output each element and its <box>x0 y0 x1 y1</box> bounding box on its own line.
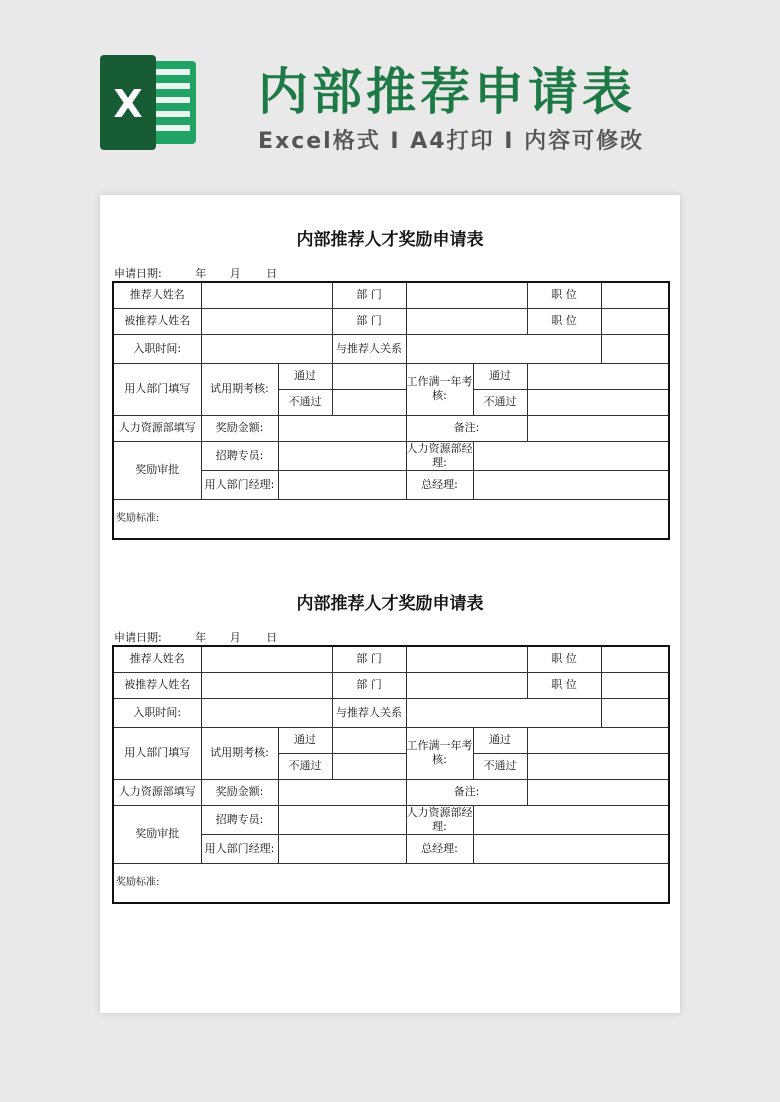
hiring-dept-label: 用人部门填写 <box>113 363 201 415</box>
referee-position-field[interactable] <box>601 308 669 334</box>
reward-amount-field[interactable] <box>278 415 406 441</box>
logo-letter: X <box>113 82 143 126</box>
day-label: 日 <box>266 267 278 280</box>
recruiter-label: 招聘专员: <box>201 805 278 834</box>
general-manager-field[interactable] <box>473 470 669 499</box>
dept-manager-label: 用人部门经理: <box>201 470 278 499</box>
entry-time-field[interactable] <box>201 698 332 727</box>
date-label: 申请日期: <box>114 631 162 644</box>
reward-amount-label: 奖励金额: <box>201 779 278 805</box>
referee-name-label: 被推荐人姓名 <box>113 308 201 334</box>
general-manager-label: 总经理: <box>406 834 473 863</box>
probation-fail-field[interactable] <box>332 753 406 779</box>
probation-pass-field[interactable] <box>332 363 406 389</box>
general-manager-label: 总经理: <box>406 470 473 499</box>
relation-field[interactable] <box>406 334 601 363</box>
referee-name-label: 被推荐人姓名 <box>113 672 201 698</box>
one-year-review-label: 工作满一年考核: <box>406 363 473 415</box>
position-label: 职 位 <box>527 672 601 698</box>
referrer-dept-field[interactable] <box>406 646 527 672</box>
referrer-position-field[interactable] <box>601 282 669 308</box>
blank-cell <box>601 698 669 727</box>
referrer-name-label: 推荐人姓名 <box>113 646 201 672</box>
recruiter-field[interactable] <box>278 805 406 834</box>
referee-dept-field[interactable] <box>406 308 527 334</box>
pass-label: 通过 <box>278 363 332 389</box>
document-page <box>100 195 680 1013</box>
application-date <box>114 265 277 281</box>
position-label: 职 位 <box>527 282 601 308</box>
hr-dept-label: 人力资源部填写 <box>113 779 201 805</box>
one-year-review-label: 工作满一年考核: <box>406 727 473 779</box>
referrer-dept-field[interactable] <box>406 282 527 308</box>
form-title: 内部推荐人才奖励申请表 <box>296 230 484 250</box>
referrer-position-field[interactable] <box>601 646 669 672</box>
referee-name-field[interactable] <box>201 308 332 334</box>
department-label: 部 门 <box>332 308 406 334</box>
year-label: 年 <box>195 267 207 280</box>
remarks-field[interactable] <box>527 415 669 441</box>
fail-label: 不通过 <box>278 389 332 415</box>
application-table <box>112 281 670 540</box>
month-label: 月 <box>229 631 241 644</box>
entry-time-field[interactable] <box>201 334 332 363</box>
remarks-label: 备注: <box>406 415 527 441</box>
recruiter-label: 招聘专员: <box>201 441 278 470</box>
reward-approval-label: 奖励审批 <box>113 441 201 499</box>
day-label: 日 <box>266 631 278 644</box>
month-label: 月 <box>229 267 241 280</box>
hr-manager-label: 人力资源部经理: <box>406 441 473 469</box>
probation-review-label: 试用期考核: <box>201 727 278 779</box>
fail-label: 不通过 <box>473 389 527 415</box>
hr-manager-label: 人力资源部经理: <box>406 805 473 833</box>
dept-manager-field[interactable] <box>278 470 406 499</box>
referrer-name-field[interactable] <box>201 282 332 308</box>
pass-label: 通过 <box>473 363 527 389</box>
year-label: 年 <box>195 631 207 644</box>
entry-time-label: 入职时间: <box>113 698 201 727</box>
probation-review-label: 试用期考核: <box>201 363 278 415</box>
fail-label: 不通过 <box>278 753 332 779</box>
reward-standard-cell[interactable]: 奖励标准: <box>113 499 669 539</box>
dept-manager-label: 用人部门经理: <box>201 834 278 863</box>
page-title: 内部推荐申请表 <box>258 63 636 121</box>
one-year-pass-field[interactable] <box>527 363 669 389</box>
page-subtitle: Excel格式 I A4打印 I 内容可修改 <box>258 129 645 154</box>
application-date <box>114 629 277 645</box>
referrer-name-label: 推荐人姓名 <box>113 282 201 308</box>
position-label: 职 位 <box>527 308 601 334</box>
reward-approval-label: 奖励审批 <box>113 805 201 863</box>
relation-label: 与推荐人关系 <box>332 698 406 727</box>
referee-dept-field[interactable] <box>406 672 527 698</box>
hr-manager-field[interactable] <box>473 805 669 834</box>
header <box>0 0 780 190</box>
reward-standard-cell[interactable]: 奖励标准: <box>113 863 669 903</box>
one-year-fail-field[interactable] <box>527 389 669 415</box>
referee-name-field[interactable] <box>201 672 332 698</box>
form-title: 内部推荐人才奖励申请表 <box>296 594 484 614</box>
pass-label: 通过 <box>473 727 527 753</box>
application-table <box>112 645 670 904</box>
pass-label: 通过 <box>278 727 332 753</box>
hr-dept-label: 人力资源部填写 <box>113 415 201 441</box>
relation-field[interactable] <box>406 698 601 727</box>
date-label: 申请日期: <box>114 267 162 280</box>
dept-manager-field[interactable] <box>278 834 406 863</box>
hiring-dept-label: 用人部门填写 <box>113 727 201 779</box>
department-label: 部 门 <box>332 282 406 308</box>
blank-cell <box>601 334 669 363</box>
reward-amount-field[interactable] <box>278 779 406 805</box>
hr-manager-field[interactable] <box>473 441 669 470</box>
probation-fail-field[interactable] <box>332 389 406 415</box>
recruiter-field[interactable] <box>278 441 406 470</box>
fail-label: 不通过 <box>473 753 527 779</box>
remarks-field[interactable] <box>527 779 669 805</box>
relation-label: 与推荐人关系 <box>332 334 406 363</box>
one-year-fail-field[interactable] <box>527 753 669 779</box>
department-label: 部 门 <box>332 672 406 698</box>
referee-position-field[interactable] <box>601 672 669 698</box>
position-label: 职 位 <box>527 646 601 672</box>
excel-logo-icon <box>100 55 200 150</box>
probation-pass-field[interactable] <box>332 727 406 753</box>
one-year-pass-field[interactable] <box>527 727 669 753</box>
referrer-name-field[interactable] <box>201 646 332 672</box>
department-label: 部 门 <box>332 646 406 672</box>
entry-time-label: 入职时间: <box>113 334 201 363</box>
general-manager-field[interactable] <box>473 834 669 863</box>
reward-amount-label: 奖励金额: <box>201 415 278 441</box>
remarks-label: 备注: <box>406 779 527 805</box>
